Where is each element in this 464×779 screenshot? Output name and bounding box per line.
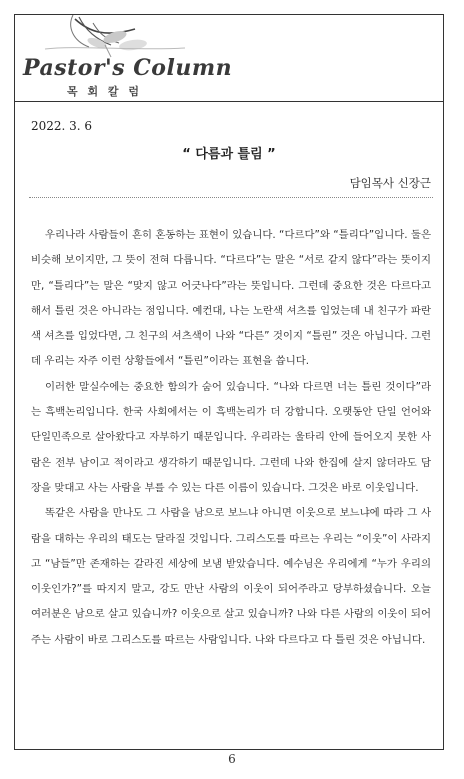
dotted-divider: [29, 197, 433, 198]
article-paragraph: 우리나라 사람들이 흔히 혼동하는 표현이 있습니다. “다르다”와 “틀리다”입니다. 둘은 비슷해 보이지만, 그 뜻이 전혀 다릅니다. “다르다”는 말은 “서로 같지 않다”라는 뜻이지만, “틀리다”는 말은 “맞지 않고 어긋나다”라는 뜻입니다. 그런데 중요한 것은 다르다고 해서 틀린 것은 아니라는 점입니다. 예컨대, 나는 노란색 셔츠를 입었는데 내 친구가 파란색 셔츠를 입었다면, 그 친구의 셔츠색이 나와 “다른” 것이지 “틀린” 것은 아닙니다. 그런데 우리는 자주 이런 상황들에서 “틀린”이라는 표현을 씁니다.: [31, 229, 431, 368]
article-paragraph: 똑같은 사람을 만나도 그 사람을 남으로 보느냐 아니면 이웃으로 보느냐에 따라 그 사람을 대하는 우리의 태도는 달라질 것입니다. 그리스도를 따르는 우리는 “이웃”이 사라지고 “남들”만 존재하는 갈라진 세상에 보냄 받았습니다. 예수님은 우리에게 “누가 우리의 이웃인가?”를 따지지 말고, 강도 만난 사람의 이웃이 되어주라고 당부하셨습니다. 오늘 여러분은 남으로 살고 있습니까? 이웃으로 살고 있습니까? 나와 다른 사람의 이웃이 되어주는 사람이 바로 그리스도를 따르는 사람입니다. 나와 다르다고 다 틀린 것은 아닙니다.: [31, 507, 431, 646]
column-header: [15, 15, 443, 102]
page-number: 6: [228, 752, 236, 766]
article-paragraph: 이러한 말실수에는 중요한 함의가 숨어 있습니다. “나와 다르면 너는 틀린 것이다”라는 흑백논리입니다. 한국 사회에서는 이 흑백논리가 더 강합니다. 오랫동안 단일 언어와 단일민족으로 살아왔다고 자부하기 때문입니다. 우리라는 울타리 안에 들어오지 못한 사람은 전부 남이고 적이라고 생각하기 때문입니다. 그런데 나와 한집에 살지 않더라도 담장을 맞대고 사는 사람을 부를 수 있는 다른 이름이 있습니다. 그것은 바로 이웃입니다.: [31, 380, 431, 494]
article-body: [31, 223, 431, 653]
column-brand-title: Pastor's Column: [23, 55, 233, 81]
article-title: “ 다름과 틀림 ”: [182, 147, 276, 162]
article-author: 담임목사 신장근: [349, 176, 431, 190]
article-date: 2022. 3. 6: [31, 119, 93, 133]
column-brand-subtitle: 목 회 칼 럼: [67, 85, 142, 98]
column-frame: [14, 14, 444, 750]
